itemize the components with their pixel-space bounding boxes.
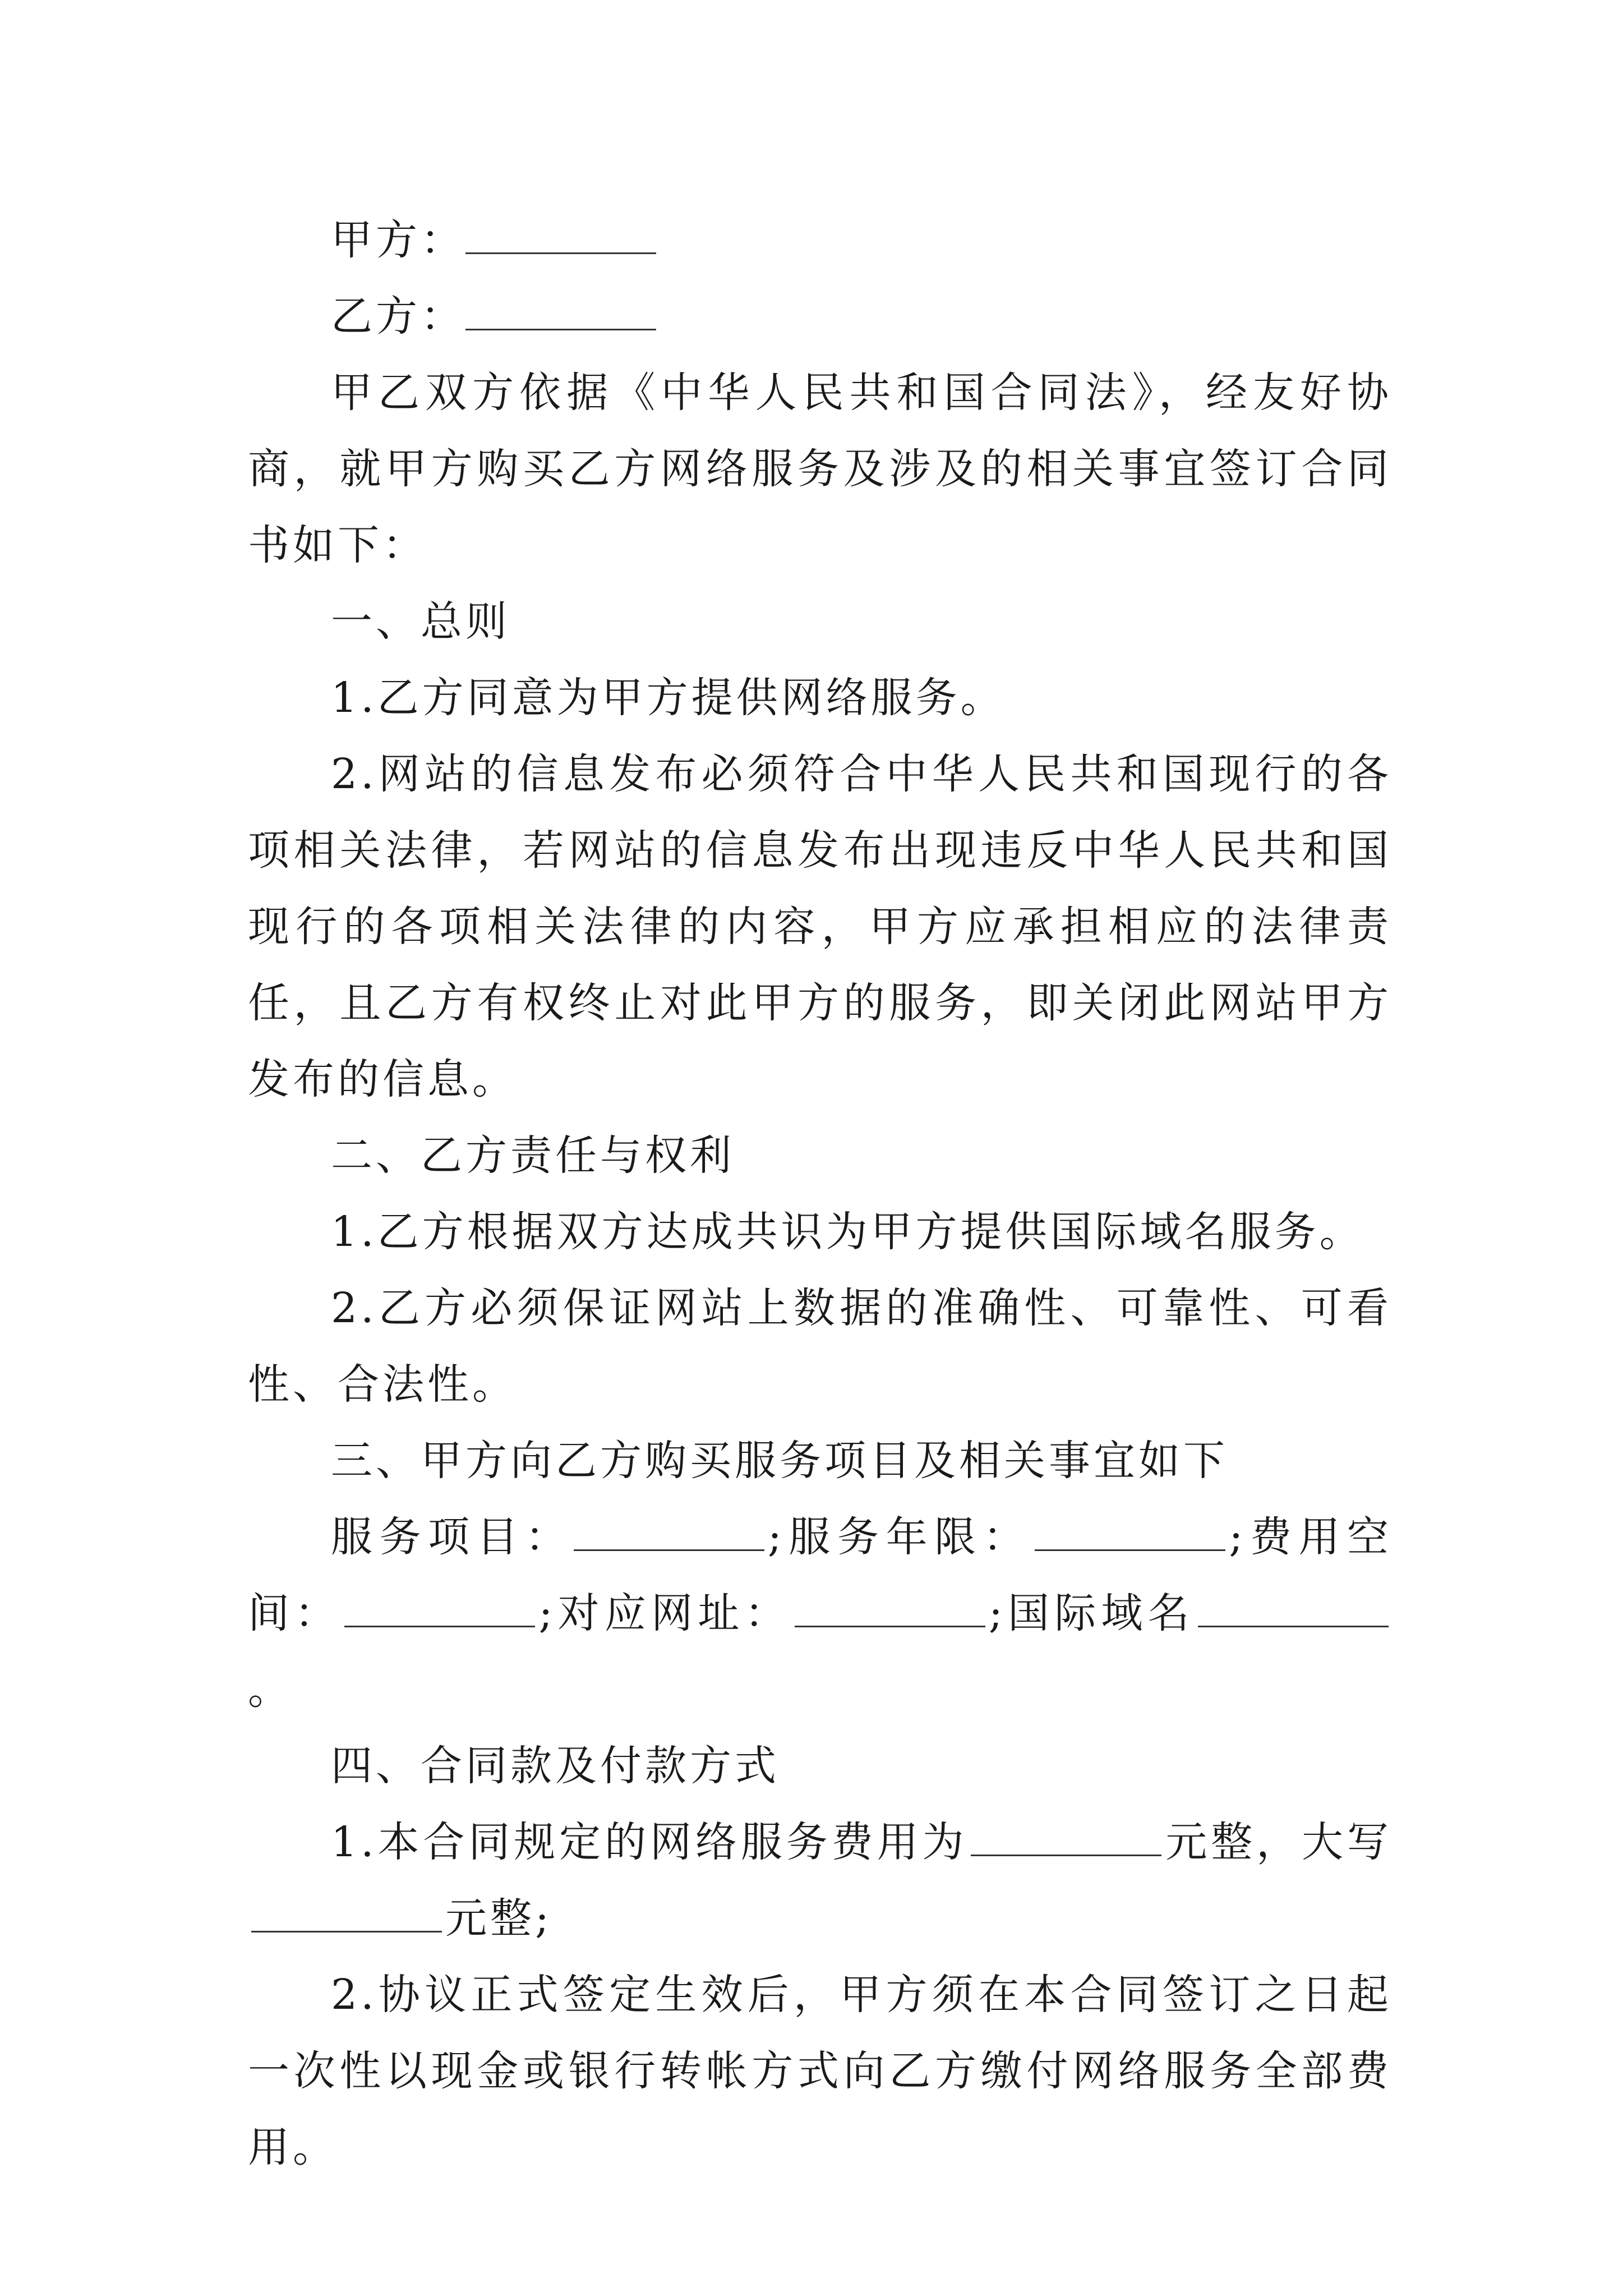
domain-blank (1198, 1591, 1389, 1627)
section-4-item-2: 2.协议正式签定生效后，甲方须在本合同签订之日起一次性以现金或银行转帐方式向乙方缴付网络服务全部费用。 (248, 1971, 1392, 2171)
party-b-blank (465, 294, 656, 330)
service-item-label: 服务项目： (331, 1513, 574, 1561)
service-years-label: ;服务年限： (767, 1513, 1032, 1561)
section-4-heading: 四、合同款及付款方式 (331, 1742, 780, 1790)
section-2-item-1: 1.乙方根据双方达成共识为甲方提供国际域名服务。 (331, 1208, 1364, 1256)
section-4-item-1 (248, 1804, 1392, 1957)
section-3-end: 。 (248, 1665, 293, 1714)
party-a-label: 甲方： (331, 216, 465, 264)
url-blank (795, 1591, 985, 1627)
section-1-item-2: 2.网站的信息发布必须符合中华人民共和国现行的各项相关法律，若网站的信息发布出现违反中华人民共和国现行的各项相关法律的内容，甲方应承担相应的法律责任，且乙方有权终止对此甲方的服务，即关闭此网站甲方发布的信息。 (248, 750, 1392, 1103)
section-2-item-2: 2.乙方必须保证网站上数据的准确性、可靠性、可看性、合法性。 (248, 1284, 1392, 1409)
section-1-item-1: 1.乙方同意为甲方提供网络服务。 (331, 674, 1006, 722)
fee-uppercase-label: 元整，大写 (1165, 1818, 1392, 1866)
fee-uppercase-end: 元整; (445, 1894, 552, 1943)
party-b-label: 乙方： (331, 292, 465, 341)
fee-amount-label: 1.本合同规定的网络服务费用为 (331, 1818, 968, 1866)
party-a-blank (465, 218, 656, 254)
fee-space-blank (344, 1591, 535, 1627)
service-years-blank (1035, 1515, 1225, 1551)
party-a-line (248, 202, 1392, 278)
contract-body (248, 202, 1392, 2185)
party-b-line (248, 278, 1392, 355)
fee-uppercase-blank (251, 1896, 442, 1932)
url-label: ;对应网址： (538, 1589, 791, 1637)
domain-label: ;国际域名 (988, 1589, 1195, 1637)
section-3-details (248, 1499, 1392, 1728)
section-2-heading: 二、乙方责任与权利 (331, 1131, 735, 1180)
fee-space-label: ;费用空间： (248, 1513, 1393, 1637)
section-3-heading: 三、甲方向乙方购买服务项目及相关事宜如下 (331, 1437, 1228, 1485)
intro-paragraph: 甲乙双方依据《中华人民共和国合同法》，经友好协商，就甲方购买乙方网络服务及涉及的相关事宜签订合同书如下： (248, 369, 1392, 569)
service-item-blank (574, 1515, 764, 1551)
fee-amount-blank (971, 1820, 1161, 1856)
section-1-heading: 一、总则 (331, 597, 510, 646)
